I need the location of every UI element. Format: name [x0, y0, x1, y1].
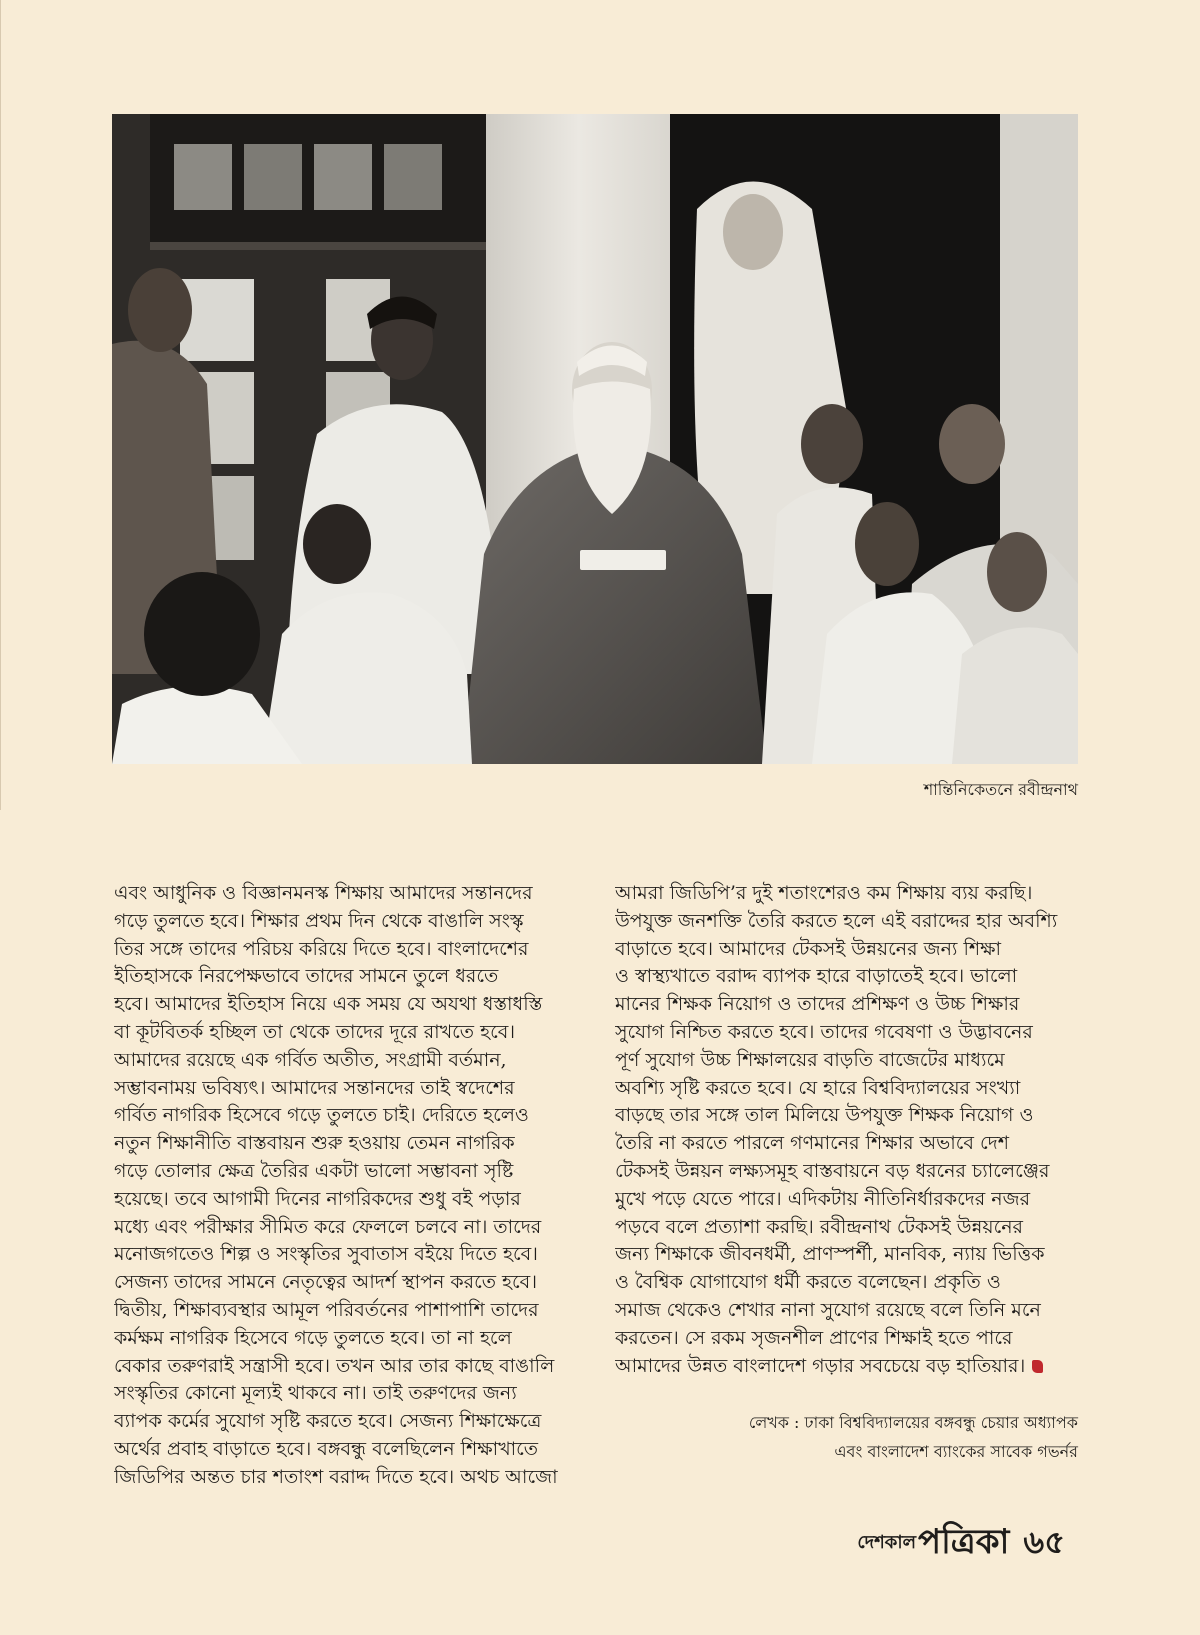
- paragraph-line: সেজন্য তাদের সামনে নেতৃত্বের আদর্শ স্থাপন করতে হবে।: [114, 1271, 538, 1294]
- magazine-brand-small: দেশকাল: [857, 1532, 916, 1553]
- article-end-mark-icon: [1032, 1360, 1043, 1373]
- paragraph-line: পড়বে বলে প্রত্যাশা করছি। রবীন্দ্রনাথ টেকসই উন্নয়নের: [615, 1215, 1024, 1238]
- paragraph-line: জিডিপির অন্তত চার শতাংশ বরাদ্দ দিতে হবে। অথচ আজো: [114, 1465, 558, 1488]
- paragraph-line: টেকসই উন্নয়ন লক্ষ্যসমূহ বাস্তবায়নে বড় ধরনের চ্যালেঞ্জের: [615, 1159, 1050, 1182]
- paragraph-line: উপযুক্ত জনশক্তি তৈরি করতে হলে এই বরাদ্দের হার অবশ্যি: [615, 909, 1058, 932]
- page-number: ৬৫: [1023, 1523, 1065, 1561]
- paragraph-line: তৈরি না করতে পারলে গণমানের শিক্ষার অভাবে দেশ: [615, 1132, 1009, 1155]
- paragraph-line: সংস্কৃতির কোনো মূল্যই থাকবে না। তাই তরুণদের জন্য: [114, 1382, 517, 1405]
- paragraph-line: এবং আধুনিক ও বিজ্ঞানমনস্ক শিক্ষায় আমাদের সন্তানদের: [114, 882, 533, 904]
- paragraph-line: ব্যাপক কর্মের সুযোগ সৃষ্টি করতে হবে। সেজন্য শিক্ষাক্ষেত্রে: [114, 1410, 542, 1433]
- paragraph-line: সম্ভাবনাময় ভবিষ্যৎ। আমাদের সন্তানদের তাই স্বদেশের: [114, 1076, 515, 1099]
- magazine-brand-large: পত্রিকা: [917, 1522, 1010, 1562]
- paragraph-line: অর্থের প্রবাহ বাড়াতে হবে। বঙ্গবন্ধু বলেছিলেন শিক্ষাখাতে: [114, 1437, 539, 1460]
- paragraph-line: মুখে পড়ে যেতে পারে। এদিকটায় নীতিনির্ধারকদের নজর: [615, 1187, 1031, 1210]
- paragraph-line: গড়ে তোলার ক্ষেত্র তৈরির একটা ভালো সম্ভাবনা সৃষ্টি: [114, 1159, 514, 1182]
- paragraph-line: ইতিহাসকে নিরপেক্ষভাবে তাদের সামনে তুলে ধরতে: [114, 965, 499, 988]
- paragraph-line: গর্বিত নাগরিক হিসেবে গড়ে তুলতে চাই। দেরিতে হলেও: [114, 1104, 529, 1127]
- paragraph-line: মনোজগতেও শিল্প ও সংস্কৃতির সুবাতাস বইয়ে দিতে হবে।: [114, 1243, 538, 1266]
- paragraph-line: ও স্বাস্থ্যখাতে বরাদ্দ ব্যাপক হারে বাড়াতেই হবে। ভালো: [615, 965, 1018, 988]
- photo-image: [112, 114, 1078, 764]
- paragraph-line: বাড়াতে হবে। আমাদের টেকসই উন্নয়নের জন্য শিক্ষা: [615, 937, 1002, 960]
- author-note: [749, 1408, 1078, 1466]
- paragraph-line: পূর্ণ সুযোগ উচ্চ শিক্ষালয়ের বাড়তি বাজেটের মাধ্যমে: [615, 1048, 1005, 1071]
- paragraph-line: সুযোগ নিশ্চিত করতে হবে। তাদের গবেষণা ও উদ্ভাবনের: [615, 1020, 1033, 1043]
- page-footer: [857, 1514, 1065, 1562]
- paragraph-line: সমাজ থেকেও শেখার নানা সুযোগ রয়েছে বলে তিনি মনে: [615, 1298, 1041, 1321]
- paragraph-line: ও বৈশ্বিক যোগাযোগ ধর্মী করতে বলেছেন। প্রকৃতি ও: [615, 1271, 1001, 1294]
- paragraph-line: বেকার তরুণরাই সন্ত্রাসী হবে। তখন আর তার কাছে বাঙালি: [114, 1354, 555, 1377]
- author-note-line: এবং বাংলাদেশ ব্যাংকের সাবেক গভর্নর: [834, 1442, 1078, 1461]
- paragraph-line: বাড়ছে তার সঙ্গে তাল মিলিয়ে উপযুক্ত শিক্ষক নিয়োগ ও: [615, 1104, 1034, 1127]
- paragraph-line: আমরা জিডিপি’র দুই শতাংশেরও কম শিক্ষায় ব্যয় করছি।: [615, 882, 1033, 904]
- paragraph-line: হয়েছে। তবে আগামী দিনের নাগরিকদের শুধু বই পড়ার: [114, 1187, 521, 1210]
- author-note-line: লেখক : ঢাকা বিশ্ববিদ্যালয়ের বঙ্গবন্ধু চেয়ার অধ্যাপক: [748, 1413, 1078, 1432]
- paragraph-line: করতেন। সে রকম সৃজনশীল প্রাণের শিক্ষাই হতে পারে: [615, 1326, 1013, 1349]
- paragraph-line: আমাদের উন্নত বাংলাদেশ গড়ার সবচেয়ে বড় হাতিয়ার।: [615, 1353, 1079, 1381]
- paragraph-line: অবশ্যি সৃষ্টি করতে হবে। যে হারে বিশ্ববিদ্যালয়ের সংখ্যা: [615, 1076, 1021, 1099]
- paragraph-line: দ্বিতীয়, শিক্ষাব্যবস্থার আমূল পরিবর্তনের পাশাপাশি তাদের: [114, 1298, 539, 1321]
- article-left-column: [114, 880, 578, 1492]
- paragraph-line: নতুন শিক্ষানীতি বাস্তবায়ন শুরু হওয়ায় তেমন নাগরিক: [114, 1132, 515, 1155]
- article-right-column: [615, 880, 1079, 1380]
- paragraph-line: জন্য শিক্ষাকে জীবনধর্মী, প্রাণস্পর্শী, মানবিক, ন্যায় ভিত্তিক: [615, 1243, 1045, 1266]
- paragraph-line: মানের শিক্ষক নিয়োগ ও তাদের প্রশিক্ষণ ও উচ্চ শিক্ষার: [615, 993, 1020, 1016]
- photo-caption: শান্তিনিকেতনে রবীন্দ্রনাথ: [923, 780, 1078, 799]
- paragraph-line: কর্মক্ষম নাগরিক হিসেবে গড়ে তুলতে হবে। তা না হলে: [114, 1326, 512, 1349]
- photo-tagore-with-students: [112, 114, 1078, 764]
- paragraph-line: গড়ে তুলতে হবে। শিক্ষার প্রথম দিন থেকে বাঙালি সংস্কৃ: [114, 909, 524, 932]
- page-edge-line: [0, 0, 1, 810]
- paragraph-line: তির সঙ্গে তাদের পরিচয় করিয়ে দিতে হবে। বাংলাদেশের: [114, 937, 529, 960]
- paragraph-line: মধ্যে এবং পরীক্ষার সীমিত করে ফেললে চলবে না। তাদের: [114, 1215, 542, 1238]
- paragraph-line: আমাদের রয়েছে এক গর্বিত অতীত, সংগ্রামী বর্তমান,: [114, 1048, 507, 1071]
- paragraph-line: বা কূটবিতর্ক হচ্ছিল তা থেকে তাদের দূরে রাখতে হবে।: [114, 1020, 516, 1043]
- paragraph-line: হবে। আমাদের ইতিহাস নিয়ে এক সময় যে অযথা ধস্তাধস্তি: [114, 993, 543, 1016]
